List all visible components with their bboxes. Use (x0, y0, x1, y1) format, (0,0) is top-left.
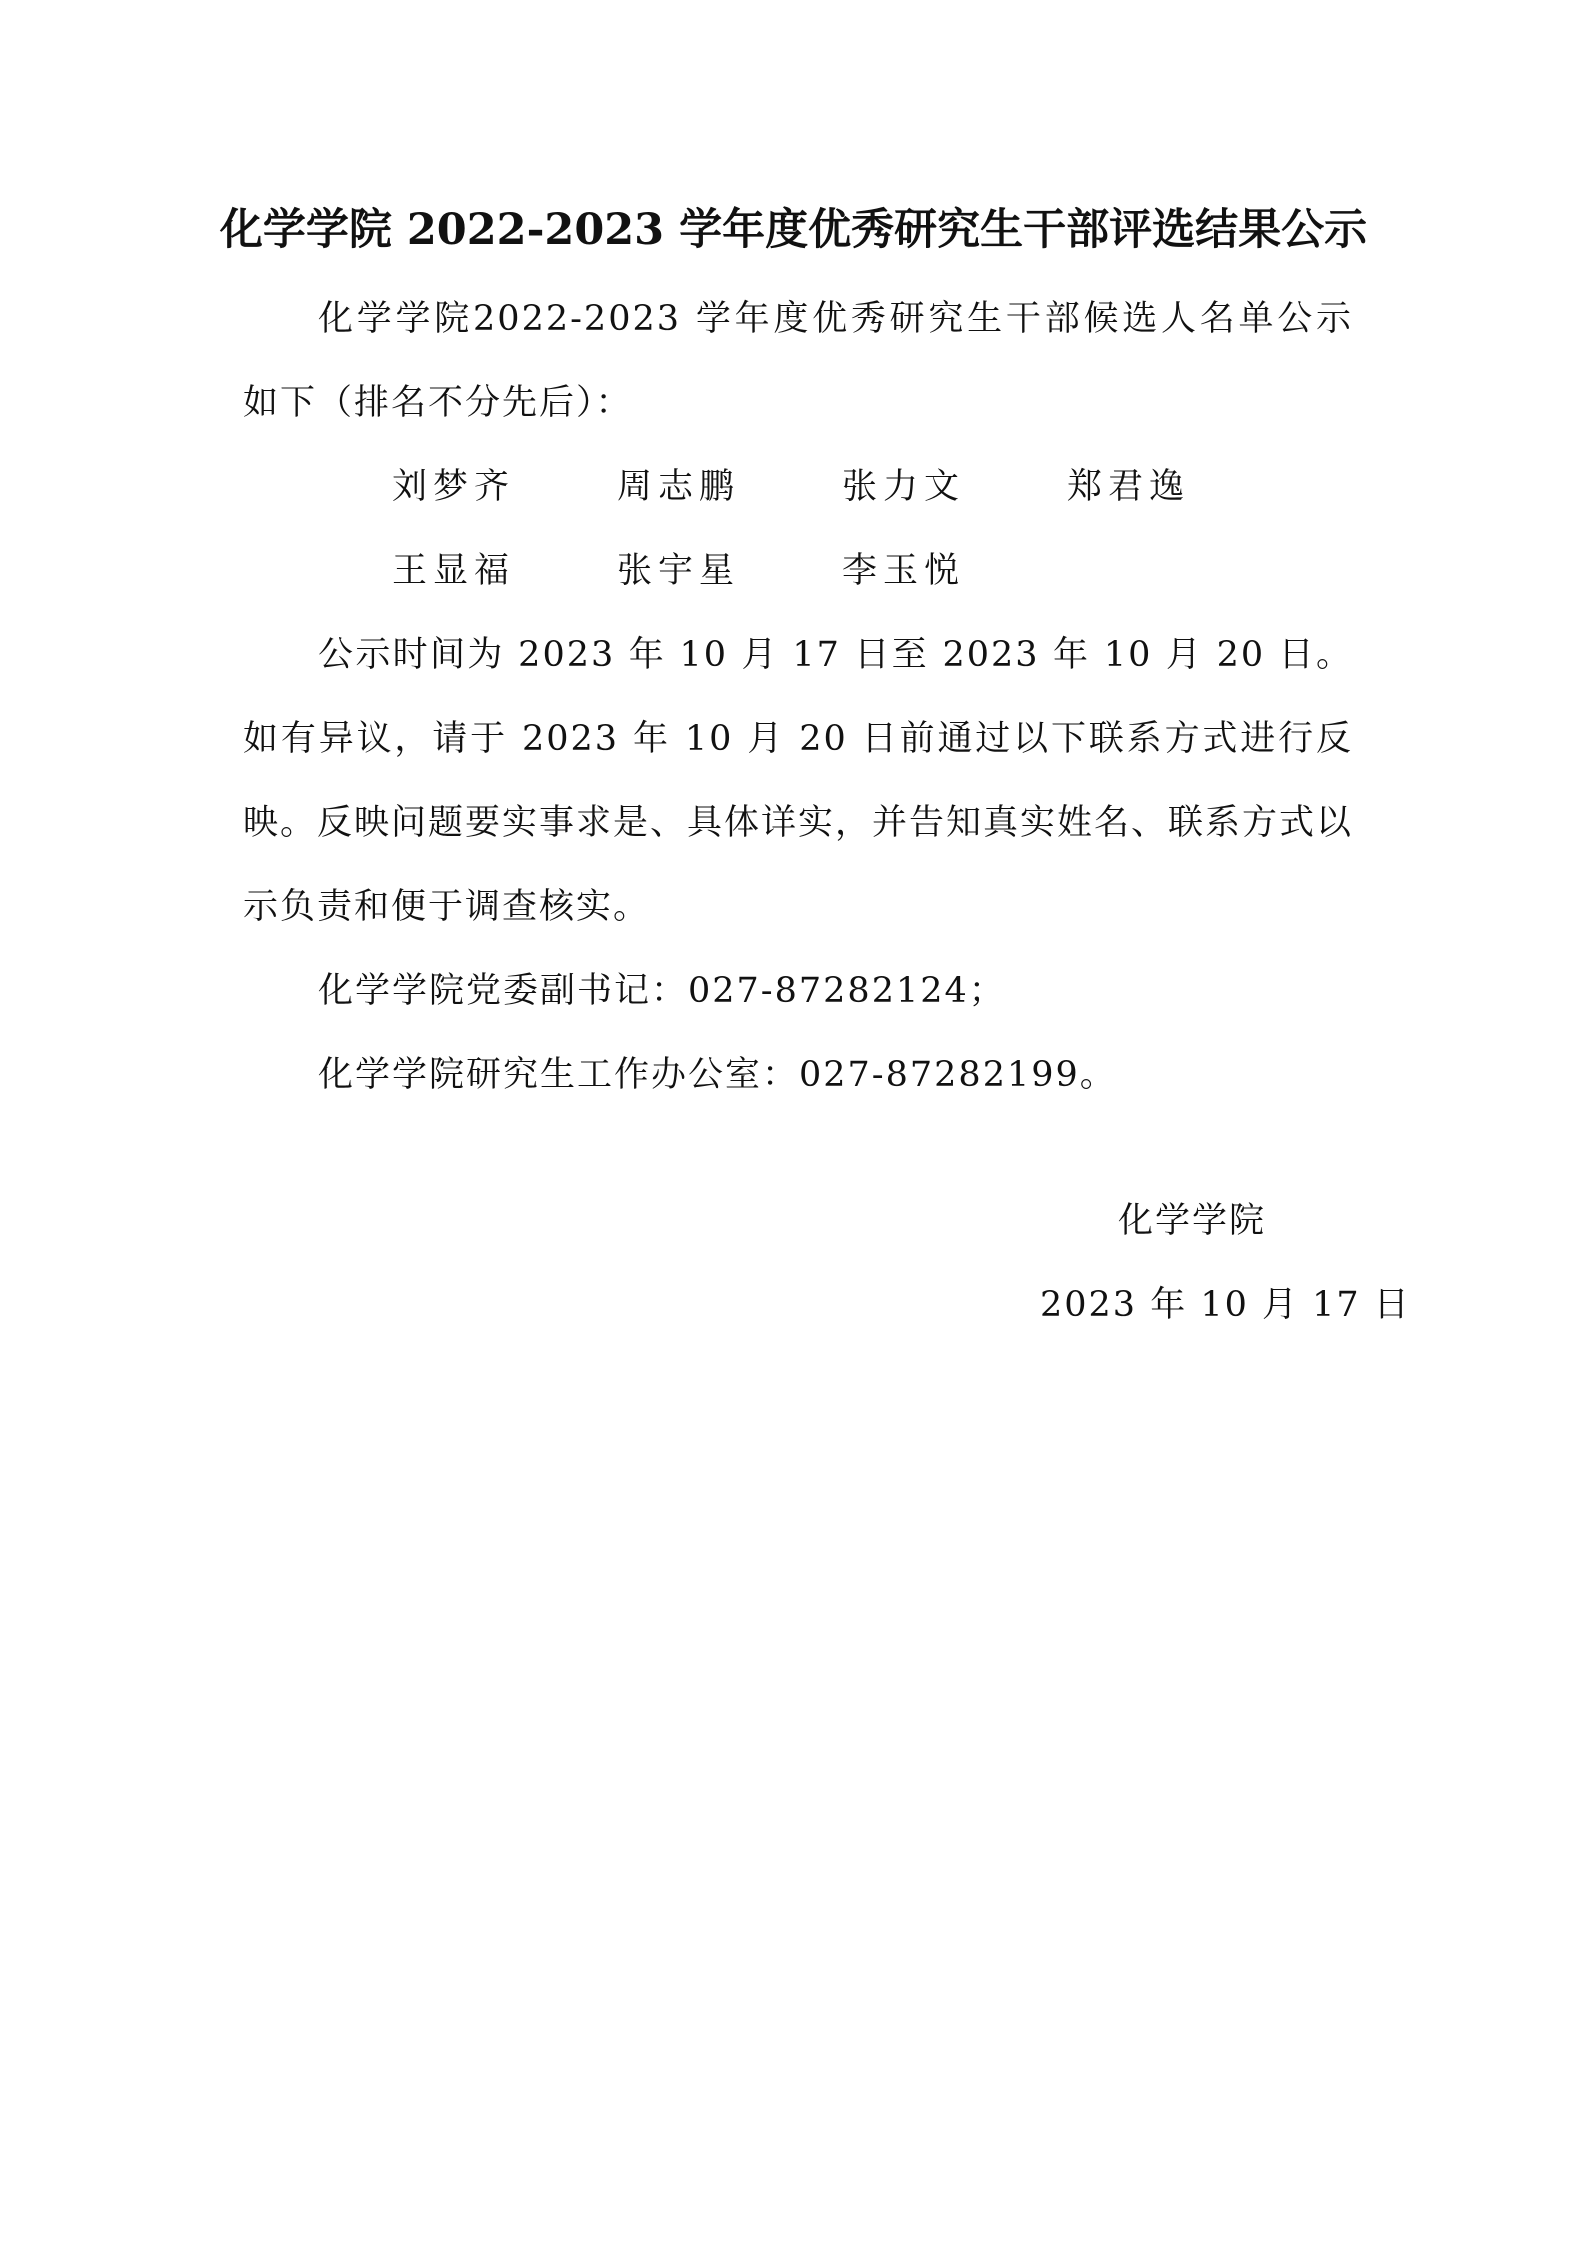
candidate-name: 周志鹏 (617, 467, 741, 507)
candidate-names-row-1 (392, 445, 1292, 529)
candidate-name: 刘梦齐 (392, 467, 516, 507)
candidate-name: 王显福 (392, 551, 516, 591)
contact-graduate-office: 化学学院研究生工作办公室：027-87282199。 (318, 1055, 1117, 1095)
candidate-name: 张宇星 (617, 551, 741, 591)
candidate-name: 郑君逸 (1067, 467, 1191, 507)
candidate-name: 张力文 (842, 467, 966, 507)
candidate-name: 李玉悦 (842, 551, 966, 591)
document-title: 化学学院 2022-2023 学年度优秀研究生干部评选结果公示 (219, 205, 1368, 255)
signature-date: 2023 年 10 月 17 日 (1040, 1285, 1411, 1325)
intro-paragraph: 化学学院2022-2023 学年度优秀研究生干部候选人名单公示如下（排名不分先后）： (243, 299, 1353, 423)
candidate-names-row-2 (392, 529, 1067, 613)
contact-party-secretary: 化学学院党委副书记：027-87282124； (318, 971, 1006, 1011)
notice-paragraph: 公示时间为 2023 年 10 月 17 日至 2023 年 10 月 20 日。如有异议，请于 2023 年 10 月 20 日前通过以下联系方式进行反映。反映问题要实事求是、具体详实，并告知真实姓名、联系方式以示负责和便于调查核实。 (243, 635, 1354, 927)
signature-organization: 化学学院 (1118, 1201, 1267, 1241)
